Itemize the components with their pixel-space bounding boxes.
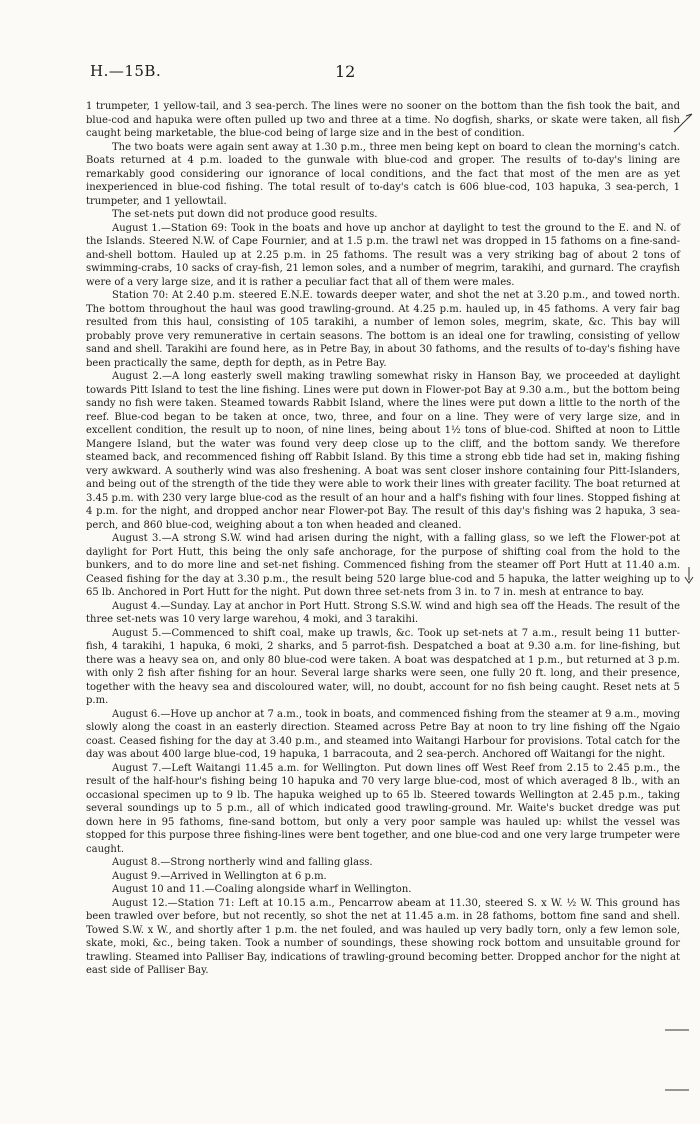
margin-mark: [664, 1026, 690, 1034]
paragraph: The two boats were again sent away at 1.30 p.m., three men being kept on board to clean the morning's catch. Boats returned at 4 p.m. loaded to the gunwale with blue-cod and groper. The results of to-day's lining are remarkably good considering our ignorance of local conditions, and the fact that most of the men are as yet inexperienced in blue-cod fishing. The total result of to-day's catch is 606 blue-cod, 103 hapuka, 3 sea-perch, 1 trumpeter, and 1 yellowtail.: [86, 141, 680, 207]
paragraph: 1 trumpeter, 1 yellow-tail, and 3 sea-perch. The lines were no sooner on the bottom than the fish took the bait, and blue-cod and hapuka were often pulled up two and three at a time. No dogfish, sharks, or skate were taken, all fish caught being marketable, the blue-cod being of large size and in the best of condition.: [86, 101, 680, 139]
paragraph: August 5.—Commenced to shift coal, make up trawls, &c. Took up set-nets at 7 a.m., result being 11 butter-fish, 4 tarakihi, 1 hapuka, 6 moki, 2 sharks, and 5 parrot-fish. Despatched a boat at 9.30 a.m. for line-fishing, but there was a heavy sea on, and only 80 blue-cod were taken. A boat was despatched at 1 p.m., but returned at 3 p.m. with only 2 fish after fishing for an hour. Several large sharks were seen, one fully 20 ft. long, and their presence, together with the heavy sea and discoloured water, will, no doubt, account for no fish being caught. Reset nets at 5 p.m.: [86, 627, 680, 706]
paragraph: August 10 and 11.—Coaling alongside wharf in Wellington.: [112, 884, 412, 895]
page-number: 12: [335, 62, 356, 81]
document-id: H.—15B.: [90, 62, 162, 80]
paragraph: August 6.—Hove up anchor at 7 a.m., took in boats, and commenced fishing from the steamer at 9 a.m., moving slowly along the coast in an easterly direction. Steamed across Petre Bay at noon to try line fishing off the Ngaio coast. Ceased fishing for the day at 3.40 p.m., and steamed into Waitangi Harbour for provisions. Total catch for the day was about 400 large blue-cod, 19 hapuka, 1 barracouta, and 2 sea-perch. Anchored off Waitangi for the night.: [86, 708, 680, 760]
paragraph: August 7.—Left Waitangi 11.45 a.m. for Wellington. Put down lines off West Reef from 2.15 to 2.45 p.m., the result of the half-hour's fishing being 10 hapuka and 70 very large blue-cod, most of which averaged 8 lb., with an occasional specimen up to 9 lb. The hapuka weighed up to 65 lb. Steered towards Wellington at 2.45 p.m., taking several soundings up to 5 p.m., all of which indicated good trawling-ground. Mr. Waite's bucket dredge was put down here in 95 fathoms, fine-sand bottom, but only a very poor sample was hauled up: whilst the vessel was stopped for this purpose three fishing-lines were bent together, and one blue-cod and one very large trumpeter were caught.: [86, 762, 680, 855]
page-header: [90, 62, 610, 88]
margin-mark: [682, 566, 696, 586]
paragraph: The set-nets put down did not produce good results.: [112, 209, 378, 220]
margin-mark: [664, 1086, 690, 1094]
paragraph: August 1.—Station 69: Took in the boats and hove up anchor at daylight to test the ground to the E. and N. of the Islands. Steered N.W. of Cape Fournier, and at 1.5 p.m. the trawl net was dropped in 15 fathoms on a fine-sand-and-shell bottom. Hauled up at 2.25 p.m. in 25 fathoms. The result was a very striking bag of about 2 tons of swimming-crabs, 10 sacks of cray-fish, 21 lemon soles, and a number of megrim, tarakihi, and gurnard. The crayfish were of a very large size, and it is rather a peculiar fact that all of them were males.: [86, 222, 680, 288]
paragraph: August 9.—Arrived in Wellington at 6 p.m.: [112, 870, 327, 882]
paragraph: August 12.—Station 71: Left at 10.15 a.m., Pencarrow abeam at 11.30, steered S. x W. ½ W. This ground has been trawled over before, but not recently, so shot the net at 11.45 a.m. in 28 fathoms, bottom fine sand and shell. Towed S.W. x W., and shortly after 1 p.m. the net fouled, and was hauled up very badly torn, only a few lemon sole, skate, moki, &c., being taken. Took a number of soundings, these showing rock bottom and unsuitable ground for trawling. Steamed into Palliser Bay, indications of trawling-ground becoming better. Dropped anchor for the night at east side of Palliser Bay.: [86, 897, 680, 976]
paragraph: August 8.—Strong northerly wind and falling glass.: [112, 857, 373, 868]
paragraph: August 4.—Sunday. Lay at anchor in Port Hutt. Strong S.S.W. wind and high sea off the Heads. The result of the three set-nets was 10 very large warehou, 4 moki, and 3 tarakihi.: [86, 600, 680, 625]
paragraph: August 2.—A long easterly swell making trawling somewhat risky in Hanson Bay, we proceeded at daylight towards Pitt Island to test the line fishing. Lines were put down in Flower-pot Bay at 9.30 a.m., but the bottom being sandy no fish were taken. Steamed towards Rabbit Island, where the lines were put down a little to the north of the reef. Blue-cod began to be taken at once, two, three, and four on a line. They were of very large size, and in excellent condition, the result up to noon, of nine lines, being about 1½ tons of blue-cod. Shifted at noon to Little Mangere Island, but the water was found very deep close up to the cliff, and the bottom sandy. We therefore steamed back, and recommenced fishing off Rabbit Island. By this time a strong ebb tide had set in, making fishing very awkward. A southerly wind was also freshening. A boat was sent closer inshore containing four Pitt-Islanders, and being out of the strength of the tide they were able to work their lines with greater facility. The boat returned at 3.45 p.m. with 230 very large blue-cod as the result of an hour and a half's fishing with four lines. Stopped fishing at 4 p.m. for the night, and dropped anchor near Flower-pot Bay. The result of this day's fishing was 2 hapuka, 3 sea-perch, and 860 blue-cod, weighing about a ton when headed and cleaned.: [86, 371, 680, 531]
body-text: [86, 100, 680, 978]
paragraph: Station 70: At 2.40 p.m. steered E.N.E. towards deeper water, and shot the net at 3.20 p.m., and towed north. The bottom throughout the haul was good trawling-ground. At 4.25 p.m. hauled up, in 45 fathoms. A very fair bag resulted from this haul, consisting of 105 tarakihi, a number of lemon soles, megrim, skate, &c. This bay will probably prove very remunerative in certain seasons. The bottom is an ideal one for trawling, consisting of yellow sand and shell. Tarakihi are found here, as in Petre Bay, in about 30 fathoms, and the results of to-day's fishing have been practically the same, depth for depth, as in Petre Bay.: [86, 290, 680, 369]
margin-mark: [672, 110, 696, 134]
paragraph: August 3.—A strong S.W. wind had arisen during the night, with a falling glass, so we left the Flower-pot at daylight for Port Hutt, this being the only safe anchorage, for the purpose of shifting coal from the hold to the bunkers, and to do more line and set-net fishing. Commenced fishing from the steamer off Port Hutt at 11.40 a.m. Ceased fishing for the day at 3.30 p.m., the result being 520 large blue-cod and 5 hapuka, the latter weighing up to 65 lb. Anchored in Port Hutt for the night. Put down three set-nets from 3 in. to 7 in. mesh at entrance to bay.: [86, 533, 680, 598]
